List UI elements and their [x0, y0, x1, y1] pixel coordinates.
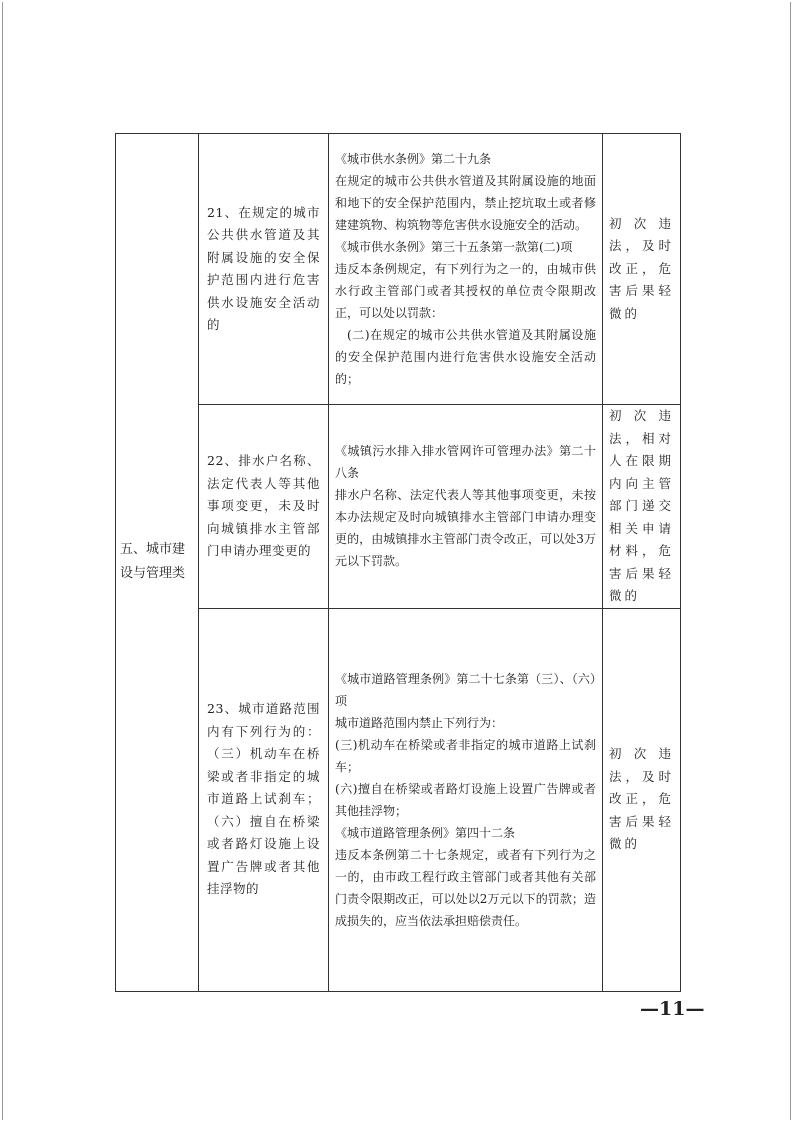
table-row — [116, 134, 681, 405]
item-cell — [199, 405, 329, 609]
basis-paragraph: 《城镇污水排入排水管网许可管理办法》第二十八条 — [335, 444, 596, 481]
basis-cell — [329, 405, 603, 609]
basis-paragraph: 在规定的城市公共供水管道及其附属设施的地面和地下的安全保护范围内，禁止挖坑取土或者修建建筑物、构筑物等危害供水设施安全的活动。 — [335, 174, 596, 232]
basis-paragraph: 《城市供水条例》第二十九条 — [335, 152, 492, 166]
basis-cell — [329, 608, 603, 991]
basis-paragraph: 排水户名称、法定代表人等其他事项变更，未按本办法规定及时向城镇排水主管部门申请办理变更的，由城镇排水主管部门责令改正，可以处3万元以下罚款。 — [335, 488, 596, 569]
item-cell — [199, 134, 329, 405]
item-text: 23、城市道路范围内有下列行为的：（三）机动车在桥梁或者非指定的城市道路上试刹车；（六）擅自在桥梁或者路灯设施上设置广告牌或者其他挂浮物的 — [207, 701, 320, 897]
item-text: 21、在规定的城市公共供水管道及其附属设施的安全保护范围内进行危害供水设施安全活动的 — [207, 204, 320, 332]
table-row — [116, 608, 681, 991]
table-row — [116, 405, 681, 609]
basis-paragraph: 城市道路范围内禁止下列行为： — [335, 715, 504, 730]
basis-paragraph: 《城市道路管理条例》第二十七条第（三）、（六）项 — [335, 671, 596, 708]
basis-paragraph: 《城市道路管理条例》第四十二条 — [335, 825, 516, 840]
category-cell — [116, 134, 199, 992]
basis-paragraph: (二)在规定的城市公共供水管道及其附属设施的安全保护范围内进行危害供水设施安全活动的； — [335, 328, 596, 386]
circumstance-text: 初次违法，及时改正，危害后果轻微的 — [609, 746, 674, 852]
circumstance-text: 初次违法，相对人在限期内向主管部门递交相关申请材料，危害后果轻微的 — [609, 408, 674, 603]
penalty-exemption-table — [115, 133, 681, 992]
circumstance-cell — [603, 405, 681, 609]
category-label: 五、城市建设与管理类 — [120, 542, 186, 582]
item-text: 22、排水户名称、法定代表人等其他事项变更，未及时向城镇排水主管部门申请办理变更的 — [207, 453, 320, 558]
basis-paragraph: (三)机动车在桥梁或者非指定的城市道路上试刹车； — [335, 737, 596, 774]
basis-paragraph: (六)擅自在桥梁或者路灯设施上设置广告牌或者其他挂浮物； — [335, 781, 596, 818]
basis-cell — [329, 134, 603, 405]
basis-paragraph: 违反本条例规定，有下列行为之一的，由城市供水行政主管部门或者其授权的单位责令限期改正，可以处以罚款： — [335, 262, 596, 320]
circumstance-text: 初次违法，及时改正，危害后果轻微的 — [609, 215, 674, 321]
basis-paragraph: 《城市供水条例》第三十五条第一款第(二)项 — [335, 240, 573, 254]
page-number: —11— — [640, 998, 705, 1020]
circumstance-cell — [603, 134, 681, 405]
circumstance-cell — [603, 608, 681, 991]
basis-paragraph: 违反本条例第二十七条规定，或者有下列行为之一的，由市政工程行政主管部门或者其他有关部门责令限期改正，可以处以2万元以下的罚款；造成损失的，应当依法承担赔偿责任。 — [335, 847, 596, 928]
item-cell — [199, 608, 329, 991]
